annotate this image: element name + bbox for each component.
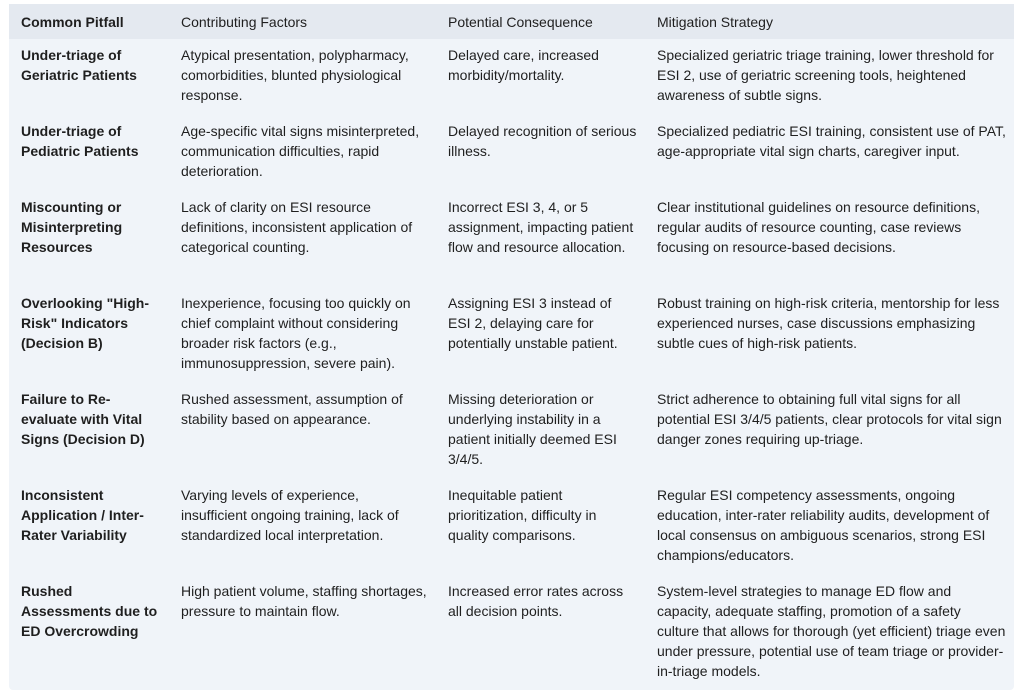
cell-factors: Lack of clarity on ESI resource definitions, inconsistent application of categorical counting. (181, 199, 413, 255)
cell-pitfall: Inconsistent Application / Inter-Rater Variability (21, 487, 144, 543)
table-row (9, 191, 1014, 287)
table-row (9, 287, 1014, 383)
table-row (9, 39, 1014, 115)
cell-mitigation: Specialized pediatric ESI training, consistent use of PAT, age-appropriate vital sign charts, caregiver input. (657, 123, 1006, 159)
cell-pitfall: Failure to Re-evaluate with Vital Signs (Decision D) (21, 391, 145, 447)
cell-consequence: Inequitable patient prioritization, difficulty in quality comparisons. (448, 487, 597, 543)
cell-factors: High patient volume, staffing shortages, pressure to maintain flow. (181, 583, 427, 619)
cell-pitfall: Under-triage of Geriatric Patients (21, 47, 137, 83)
table-row (9, 479, 1014, 575)
cell-mitigation: Clear institutional guidelines on resource definitions, regular audits of resource counting, case reviews focusing on resource-based decisions. (657, 199, 980, 255)
cell-factors: Age-specific vital signs misinterpreted, communication difficulties, rapid deterioration. (181, 123, 420, 179)
table-row (9, 115, 1014, 191)
cell-pitfall: Under-triage of Pediatric Patients (21, 123, 139, 159)
cell-factors: Inexperience, focusing too quickly on chief complaint without considering broader risk factors (e.g., immunosuppression, severe pain). (181, 295, 411, 371)
cell-mitigation: Robust training on high-risk criteria, mentorship for less experienced nurses, case discussions emphasizing subtle cues of high-risk patients. (657, 295, 1000, 351)
cell-pitfall: Miscounting or Misinterpreting Resources (21, 199, 123, 255)
table-row (9, 383, 1014, 479)
header-potential-consequence: Potential Consequence (436, 4, 645, 39)
cell-consequence: Incorrect ESI 3, 4, or 5 assignment, impacting patient flow and resource allocation. (448, 199, 634, 255)
header-contributing-factors: Contributing Factors (169, 4, 436, 39)
cell-factors: Varying levels of experience, insufficient ongoing training, lack of standardized local interpretation. (181, 487, 399, 543)
pitfalls-table (9, 4, 1014, 690)
cell-consequence: Missing deterioration or underlying instability in a patient initially deemed ESI 3/4/5. (448, 391, 617, 467)
cell-factors: Rushed assessment, assumption of stability based on appearance. (181, 391, 403, 427)
cell-mitigation: Specialized geriatric triage training, lower threshold for ESI 2, use of geriatric screening tools, heightened awareness of subtle signs. (657, 47, 994, 103)
header-common-pitfall: Common Pitfall (9, 4, 169, 39)
cell-mitigation: Strict adherence to obtaining full vital signs for all potential ESI 3/4/5 patients, clear protocols for vital sign danger zones requiring up-triage. (657, 391, 1002, 447)
table-header-row (9, 4, 1014, 39)
cell-pitfall: Overlooking "High-Risk" Indicators (Decision B) (21, 295, 149, 351)
cell-consequence: Delayed care, increased morbidity/mortality. (448, 47, 599, 83)
cell-mitigation: Regular ESI competency assessments, ongoing education, inter-rater reliability audits, development of local consensus on ambiguous scenarios, strong ESI champions/educators. (657, 487, 990, 563)
table-row (9, 575, 1014, 690)
pitfalls-table-container (9, 4, 1014, 690)
cell-consequence: Delayed recognition of serious illness. (448, 123, 637, 159)
cell-consequence: Assigning ESI 3 instead of ESI 2, delaying care for potentially unstable patient. (448, 295, 618, 351)
header-mitigation-strategy: Mitigation Strategy (645, 4, 1014, 39)
cell-consequence: Increased error rates across all decision points. (448, 583, 624, 619)
cell-factors: Atypical presentation, polypharmacy, comorbidities, blunted physiological response. (181, 47, 409, 103)
cell-pitfall: Rushed Assessments due to ED Overcrowding (21, 583, 158, 639)
cell-mitigation: System-level strategies to manage ED flow and capacity, adequate staffing, promotion of a safety culture that allows for thorough (yet efficient) triage even under pressure, potential use of team triage or provider-in-triage models. (657, 583, 1006, 679)
